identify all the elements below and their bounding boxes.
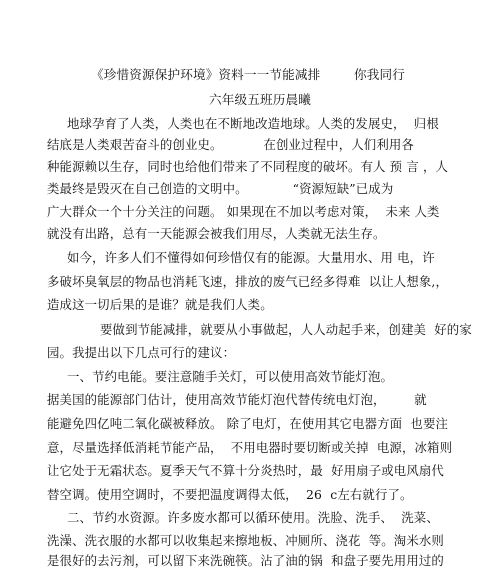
paragraph-line: 据美国的能源部门估计，使用高效节能灯泡代替传统电灯泡， 就 [47,392,427,407]
paragraph-line: 多破坏臭氧层的物品也消耗飞速，排放的废气已经多得难 以让人想象,， [47,274,449,289]
paragraph-line: 造成这一切后果的是谁？就是我们人类。 [47,297,273,312]
paragraph-line: 地球孕育了人类，人类也在不断地改造地球。人类的发展史， 归根 [67,116,439,131]
paragraph-line: 结底是人类艰苦奋斗的创业史。 在创业过程中，人们利用各 [47,137,414,152]
paragraph-line: 一、节约电能。要注意随手关灯，可以使用高效节能灯泡。 [67,369,394,384]
paragraph-line: 洗澡、洗衣服的水都可以收集起来擦地板、冲厕所、浇花 等。淘米水则 [47,533,444,548]
paragraph-line: 种能源赖以生存，同时也给他们带来了不同程度的破坏。有人 预 言 ，人 [47,159,449,174]
paragraph-line: 意，尽量选择低消耗节能产品， 不用电器时要切断或关掉 电源，冰箱则 [47,440,453,455]
paragraph-line: 类最终是毁灭在自己创造的文明中。 “资源短缺”已成为 [47,181,394,196]
paragraph-line: 二、节约水资源。许多废水都可以循环使用。洗脸、洗手、 洗菜、 [67,510,439,525]
paragraph-line: 要做到节能减排，就要从小事做起，人人动起手来，创建美 好的家 [100,322,472,337]
document-author: 六年级五班历晨曦 [209,92,311,107]
document-title-tagline: 你我同行 [354,67,405,82]
document-title: 《珍惜资源保护环境》资料一一节能减排 [91,67,321,82]
paragraph-line: 是很好的去污剂，可以留下来洗碗筷。沾了油的锅 和盘子要先用用过的 [47,553,444,568]
paragraph-line: 广大群众一个十分关注的问题。 如果现在不加以考虑对策， 未来 人类 [47,204,440,219]
paragraph-line: 让它处于无霜状态。夏季天气不算十分炎热时，最 好用扇子或电风扇代 [47,463,444,478]
paragraph-line: 替空调。使用空调时，不要把温度调得太低， 26 c左右就行了。 [47,487,413,502]
paragraph-line: 能避免四亿吨二氧化碳被释放。 除了电灯，在使用其它电器方面 也要注 [47,416,449,431]
paragraph-line: 园。我提出以下几点可行的建议： [47,345,236,360]
paragraph-line: 就没有出路，总有一天能源会被我们用尽，人类就无法生存。 [47,226,386,241]
paragraph-line: 如今，许多人们不懂得如何珍惜仅有的能源。大量用水、用 电，许 [67,250,435,265]
